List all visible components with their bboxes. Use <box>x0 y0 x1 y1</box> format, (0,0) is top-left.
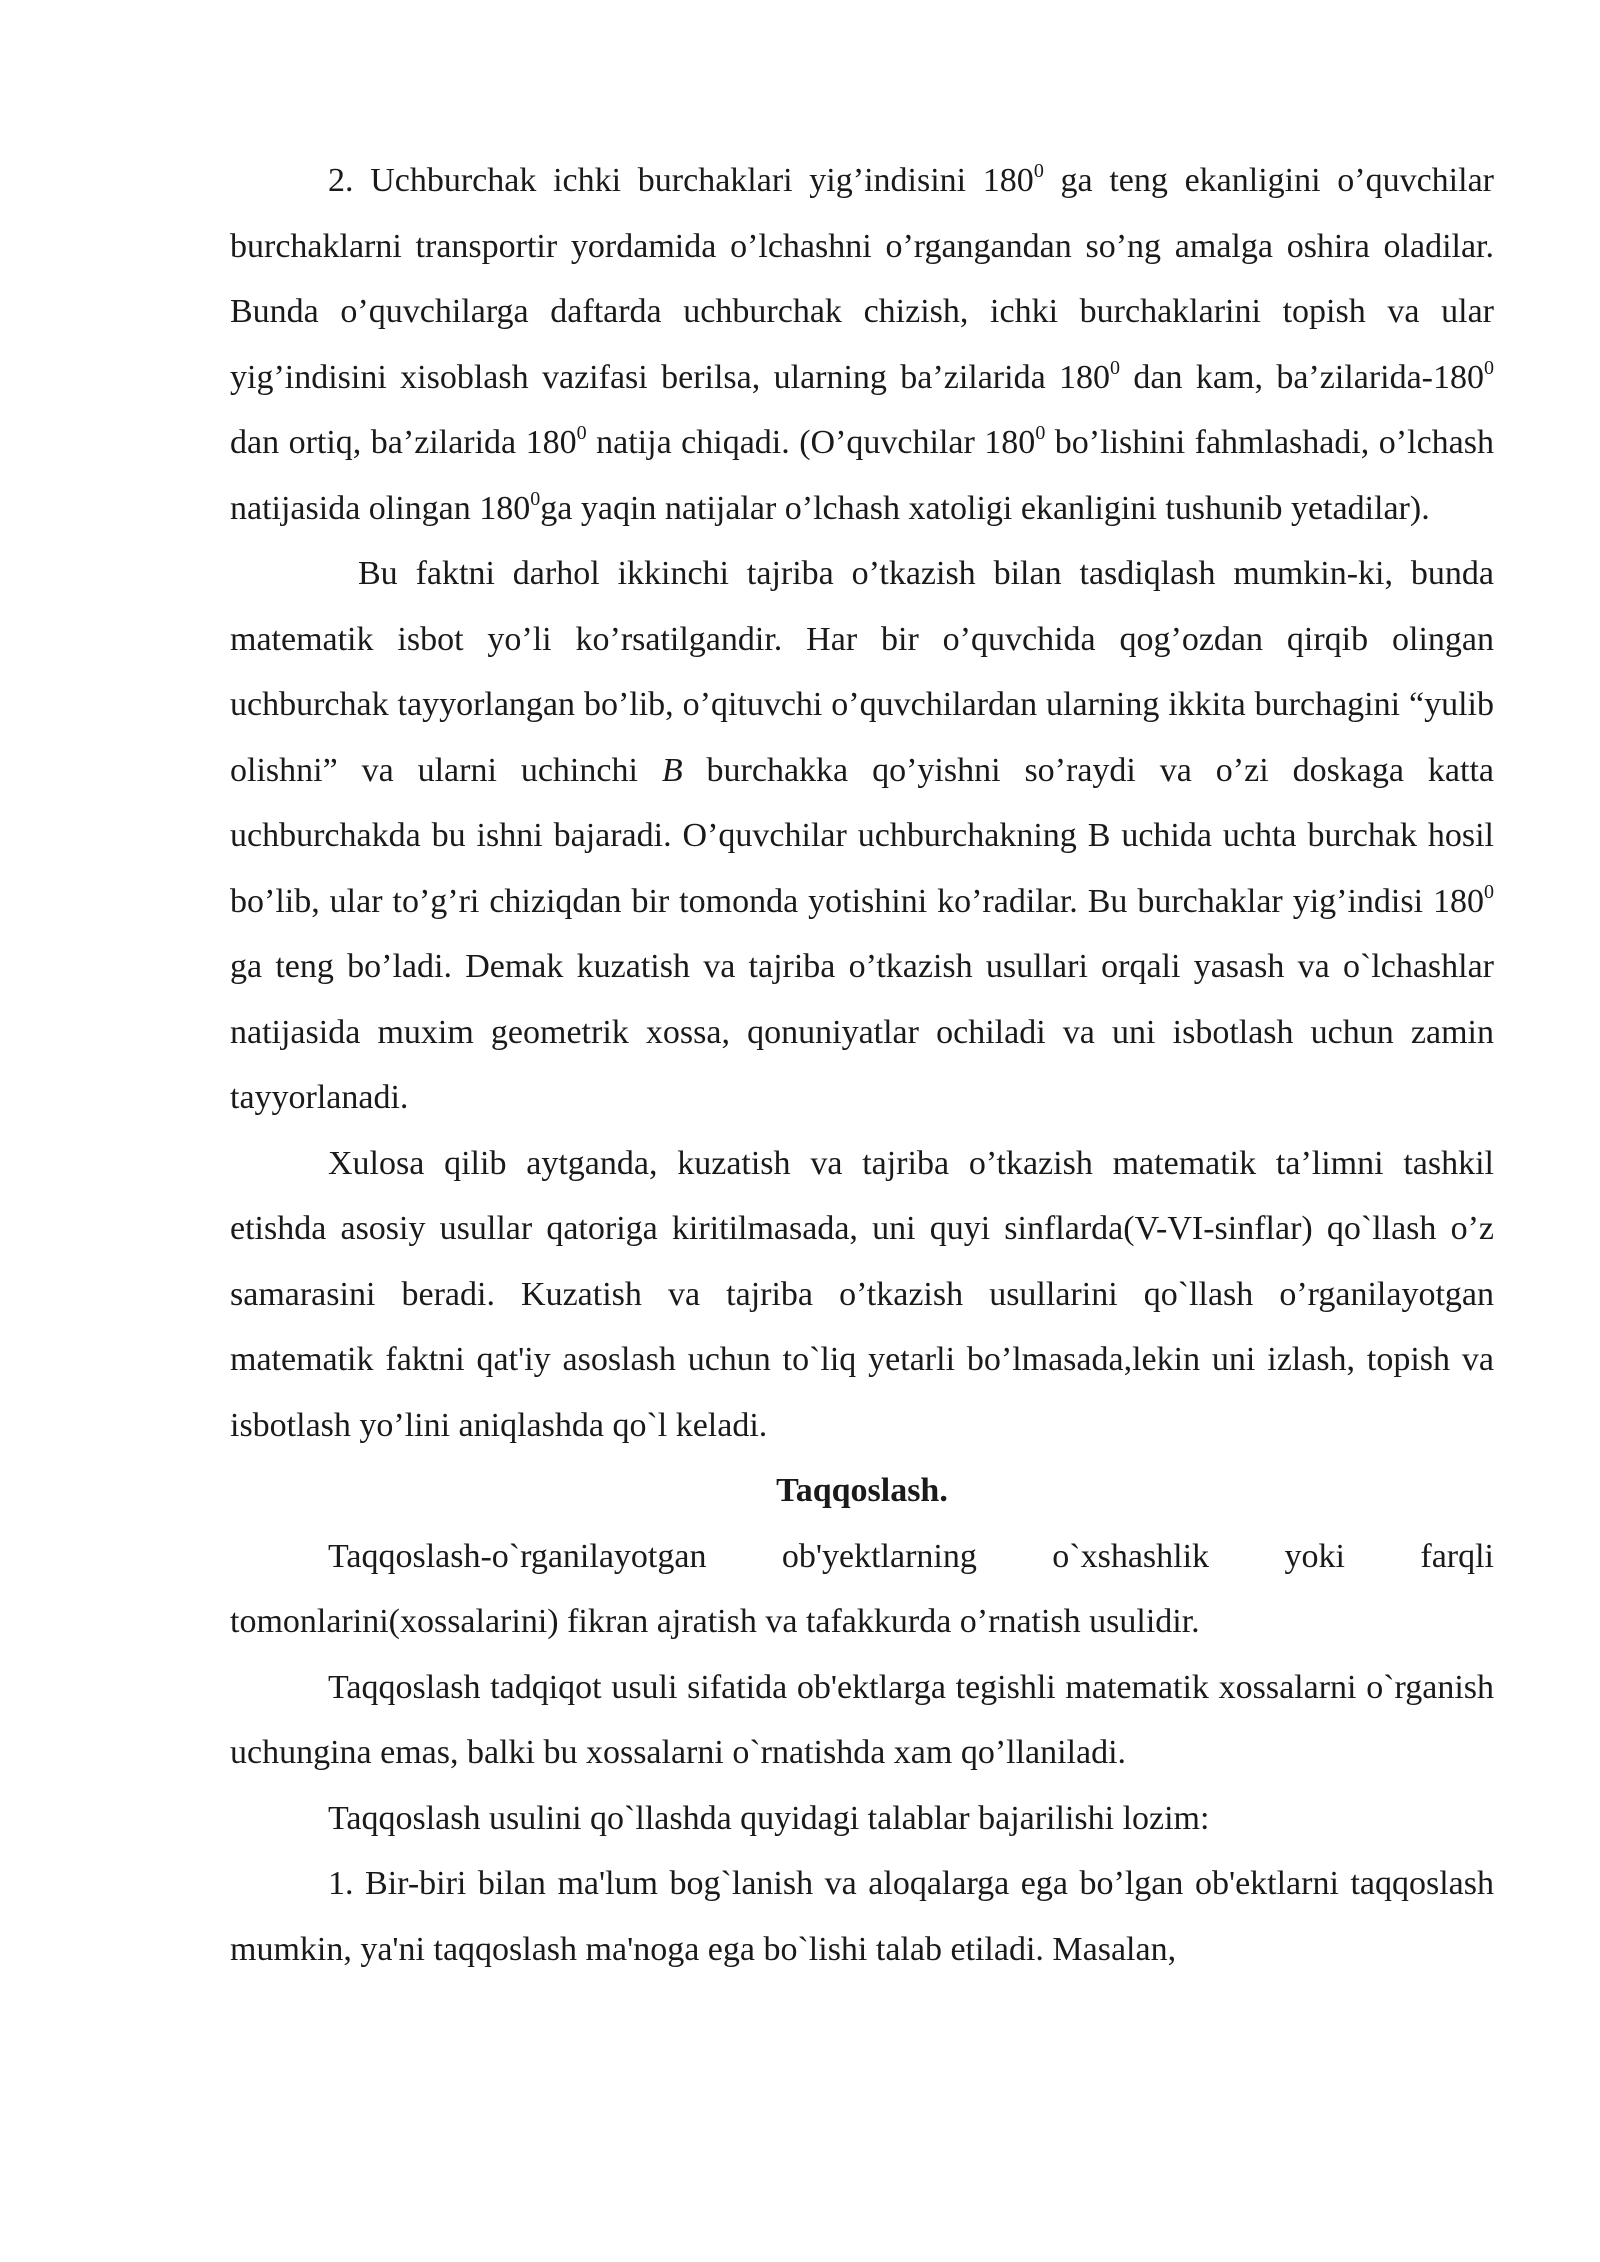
degree-superscript: 0 <box>1484 356 1495 379</box>
text-run: ga teng ekanligini o’quvchilar burchaklarni transportir yordamida o’lchashni o’rgangandan so’ng amalga oshira oladilar. Bunda o’quvchilarga daftarda uchburchak chizish, ichki burchaklarini topish va ular yig’indisini xisoblash vazifasi berilsa, ularning ba’zilarida 180 <box>230 162 1494 396</box>
text-run: 2. Uchburchak ichki burchaklari yig’indisini 180 <box>328 162 1034 199</box>
text-run: bo’lishini fahmlashadi, o’lchash natijasida olingan 180 <box>230 424 1494 527</box>
section-comparison <box>230 1524 1494 1983</box>
text-run: Bu faktni darhol ikkinchi tajriba o’tkazish bilan tasdiqlash mumkin-ki, bunda matematik isbot yo’li ko’rsatilgandir. Har bir o’quvchida qog’ozdan qirqib olingan uchburchak tayyorlangan bo’lib, o’qituvchi o’quvchilardan ularning ikkita burchagini “yulib olishni” va ularni uchinchi <box>230 555 1494 789</box>
paragraph <box>230 541 1494 1131</box>
text-run: dan ortiq, ba’zilarida 180 <box>230 424 577 461</box>
italic-letter: B <box>661 751 683 789</box>
text-run: Xulosa qilib aytganda, kuzatish va tajriba o’tkazish matematik ta’limni tashkil etishda asosiy usullar qatoriga kiritilmasada, uni quyi sinflarda(V-VI-sinflar) qo`llash o’z samarasini beradi. Kuzatish va tajriba o’tkazish usullarini qo`llash o’rganilayotgan matematik faktni qat'iy asoslash uchun to`liq yetarli bo’lmasada,lekin uni izlash, topish va isbotlash yo’lini aniqlashda qo`l keladi. <box>230 1144 1494 1444</box>
text-run: ga teng bo’ladi. Demak kuzatish va tajriba o’tkazish usullari orqali yasash va o`lchashlar natijasida muxim geometrik xossa, qonuniyatlar ochiladi va uni isbotlash uchun zamin tayyorlanadi. <box>230 948 1494 1116</box>
document-page <box>230 148 1494 1982</box>
section-heading: Taqqoslash. <box>776 1472 948 1509</box>
paragraph: 1. Bir-biri bilan ma'lum bog`lanish va aloqalarga ega bo’lgan ob'ektlarni taqqoslash mumkin, ya'ni taqqoslash ma'noga ega bo`lishi talab etiladi. Masalan, <box>230 1865 1494 1968</box>
degree-superscript: 0 <box>1484 880 1494 903</box>
degree-superscript: 0 <box>1110 356 1121 379</box>
paragraph <box>230 148 1494 541</box>
paragraph: Taqqoslash tadqiqot usuli sifatida ob'ektlarga tegishli matematik xossalarni o`rganish uchungina emas, balki bu xossalarni o`rnatishda xam qo’llaniladi. <box>230 1668 1494 1771</box>
degree-superscript: 0 <box>1035 422 1046 444</box>
paragraph <box>230 1131 1494 1459</box>
text-run: burchakka qo’yishni so’raydi va o’zi doskaga katta uchburchakda bu ishni bajaradi. O’quvchilar uchburchakning B uchida uchta burchak hosil bo’lib, ular to’g’ri chiziqdan bir tomonda yotishini ko’radilar. Bu burchaklar yig’indisi 180 <box>230 751 1494 920</box>
section-observation-experiment <box>230 148 1494 1458</box>
degree-superscript: 0 <box>1033 160 1044 182</box>
degree-superscript: 0 <box>576 422 587 444</box>
text-run: natija chiqadi. (O’quvchilar 180 <box>586 424 1036 461</box>
paragraph: Taqqoslash-o`rganilayotgan ob'yektlarning o`xshashlik yoki farqli tomonlarini(xossalarini) fikran ajratish va tafakkurda o’rnatish usulidir. <box>230 1537 1494 1640</box>
degree-superscript: 0 <box>530 487 541 510</box>
text-run: dan kam, ba’zilarida-180 <box>1120 358 1485 396</box>
text-run: ga yaqin natijalar o’lchash xatoligi ekanligini tushunib yetadilar). <box>540 489 1430 527</box>
paragraph: Taqqoslash usulini qo`llashda quyidagi talablar bajarilishi lozim: <box>328 1799 1210 1837</box>
